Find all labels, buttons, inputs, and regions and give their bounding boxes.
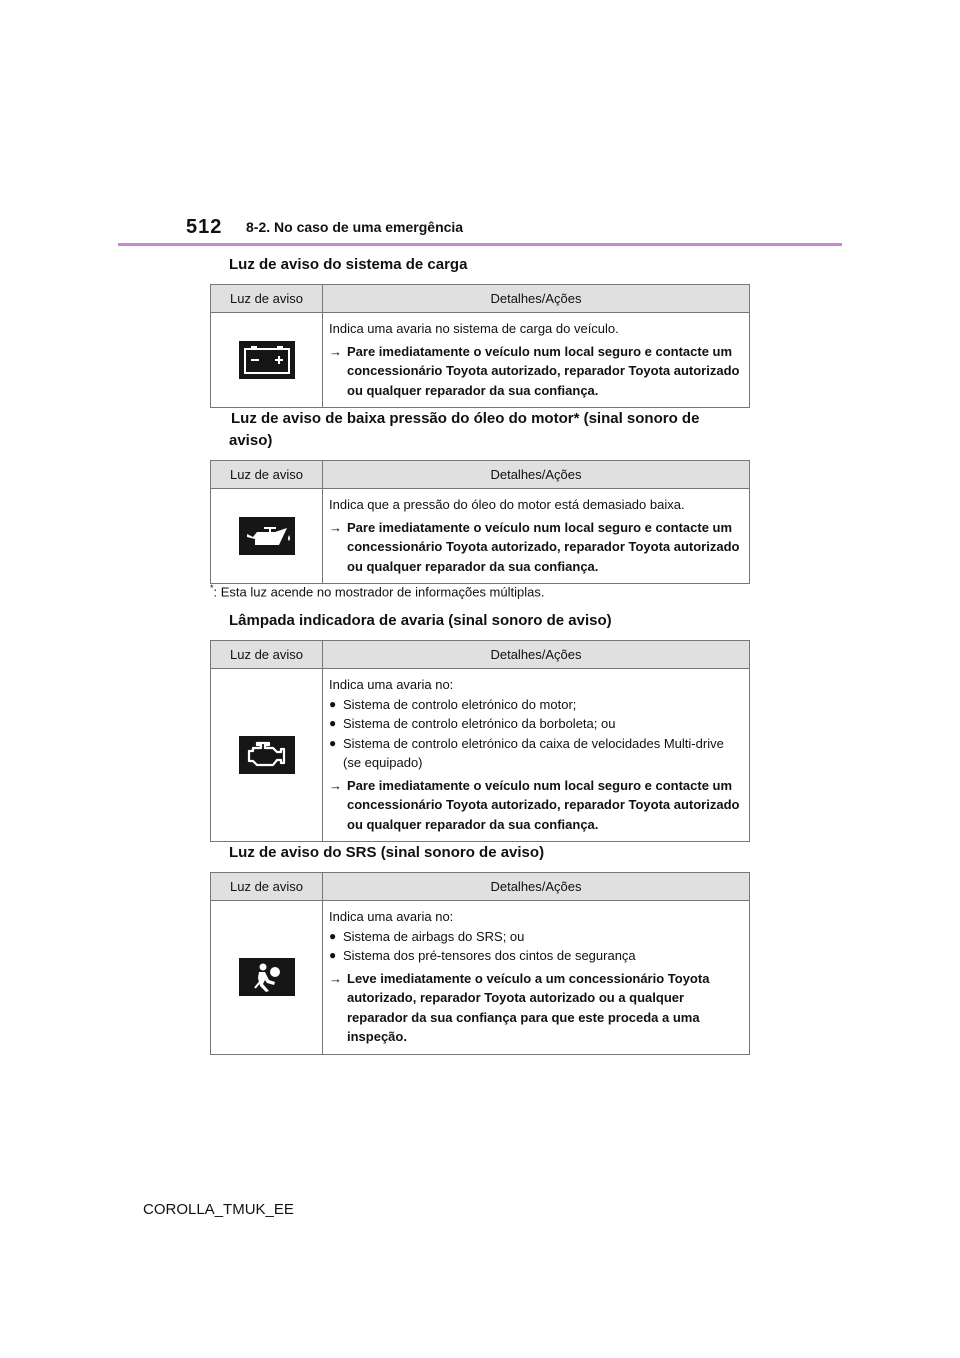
table-header-row <box>211 873 750 901</box>
bullet-icon: ● <box>329 948 337 962</box>
document-code: COROLLA_TMUK_EE <box>143 1201 294 1218</box>
action-text: Pare imediatamente o veículo num local seguro e contacte um concessionário Toyota autorizado, reparador Toyota autorizado ou qualquer reparador da sua confiança. <box>347 343 740 398</box>
arrow-icon: → <box>329 970 342 986</box>
arrow-icon: → <box>329 777 342 793</box>
section-title-oil-line2: aviso) <box>229 432 273 449</box>
bullet-icon: ● <box>329 696 337 711</box>
list-item-text: Sistema de controlo eletrónico da caixa de velocidades Multi-drive (se equipado) <box>343 735 724 770</box>
header-divider <box>118 243 842 246</box>
list-item <box>329 734 743 773</box>
warning-table-charging <box>210 284 750 408</box>
description-text: Indica que a pressão do óleo do motor está demasiado baixa. <box>329 497 685 512</box>
section-title-srs: Luz de aviso do SRS (sinal sonoro de aviso) <box>229 844 545 861</box>
footnote <box>210 583 544 599</box>
list-item <box>329 695 743 715</box>
bullet-icon: ● <box>329 716 337 730</box>
action-text: Pare imediatamente o veículo num local seguro e contacte um concessionário Toyota autorizado, reparador Toyota autorizado ou qualquer reparador da sua confiança. <box>347 777 740 832</box>
table-header-row <box>211 641 750 669</box>
details-cell <box>323 669 750 842</box>
chapter-title: 8-2. No caso de uma emergência <box>246 219 464 235</box>
list-item <box>329 946 743 966</box>
list-item-text: Sistema de airbags do SRS; ou <box>343 928 525 944</box>
section-title-malfunction: Lâmpada indicadora de avaria (sinal sonoro de aviso) <box>229 612 612 629</box>
details-cell <box>323 489 750 584</box>
table-header-row <box>211 461 750 489</box>
arrow-icon: → <box>329 519 342 535</box>
list-item-text: Sistema dos pré-tensores dos cintos de segurança <box>343 948 636 963</box>
description-text: Indica uma avaria no: <box>329 677 454 692</box>
column-header-details: Detalhes/Ações <box>323 461 750 489</box>
table-row <box>211 669 750 842</box>
column-header-details: Detalhes/Ações <box>323 285 750 313</box>
footnote-text: : Esta luz acende no mostrador de informações múltiplas. <box>213 584 545 600</box>
description-text: Indica uma avaria no: <box>329 909 454 924</box>
warning-table-malfunction <box>210 640 750 842</box>
action-item <box>329 518 743 577</box>
battery-icon <box>239 341 295 379</box>
warning-table-srs <box>210 872 750 1055</box>
details-cell <box>323 313 750 408</box>
details-cell <box>323 901 750 1055</box>
engine-icon <box>239 736 295 774</box>
column-header-details: Detalhes/Ações <box>323 873 750 901</box>
section-title-oil-line1: Luz de aviso de baixa pressão do óleo do motor* (sinal sonoro de <box>231 410 700 427</box>
action-item <box>329 342 743 401</box>
column-header-details: Detalhes/Ações <box>323 641 750 669</box>
bullet-icon: ● <box>329 928 337 943</box>
list-item-text: Sistema de controlo eletrónico do motor; <box>343 696 577 712</box>
section-title-charging: Luz de aviso do sistema de carga <box>229 256 468 273</box>
action-text: Pare imediatamente o veículo num local seguro e contacte um concessionário Toyota autorizado, reparador Toyota autorizado ou qualquer reparador da sua confiança. <box>347 519 740 574</box>
arrow-icon: → <box>329 343 342 359</box>
warning-table-oil <box>210 460 750 584</box>
action-item <box>329 969 743 1047</box>
warning-light-cell <box>211 901 323 1055</box>
oil-can-icon <box>239 517 295 555</box>
warning-light-cell <box>211 313 323 408</box>
action-item <box>329 776 743 835</box>
bullet-icon: ● <box>329 735 337 750</box>
column-header-light: Luz de aviso <box>211 873 323 901</box>
list-item <box>329 927 743 947</box>
column-header-light: Luz de aviso <box>211 285 323 313</box>
column-header-light: Luz de aviso <box>211 461 323 489</box>
page-number: 512 <box>186 216 223 238</box>
footnote-mark: * <box>210 583 214 593</box>
warning-light-cell <box>211 669 323 842</box>
table-row <box>211 489 750 584</box>
action-text: Leve imediatamente o veículo a um concessionário Toyota autorizado, reparador Toyota autorizado ou a qualquer reparador da sua confiança para que este proceda a uma inspeção. <box>347 970 710 1044</box>
list-item <box>329 714 743 734</box>
airbag-icon <box>239 958 295 996</box>
column-header-light: Luz de aviso <box>211 641 323 669</box>
table-row <box>211 313 750 408</box>
warning-light-cell <box>211 489 323 584</box>
table-header-row <box>211 285 750 313</box>
description-text: Indica uma avaria no sistema de carga do veículo. <box>329 321 619 336</box>
list-item-text: Sistema de controlo eletrónico da borboleta; ou <box>343 716 616 731</box>
table-row <box>211 901 750 1055</box>
